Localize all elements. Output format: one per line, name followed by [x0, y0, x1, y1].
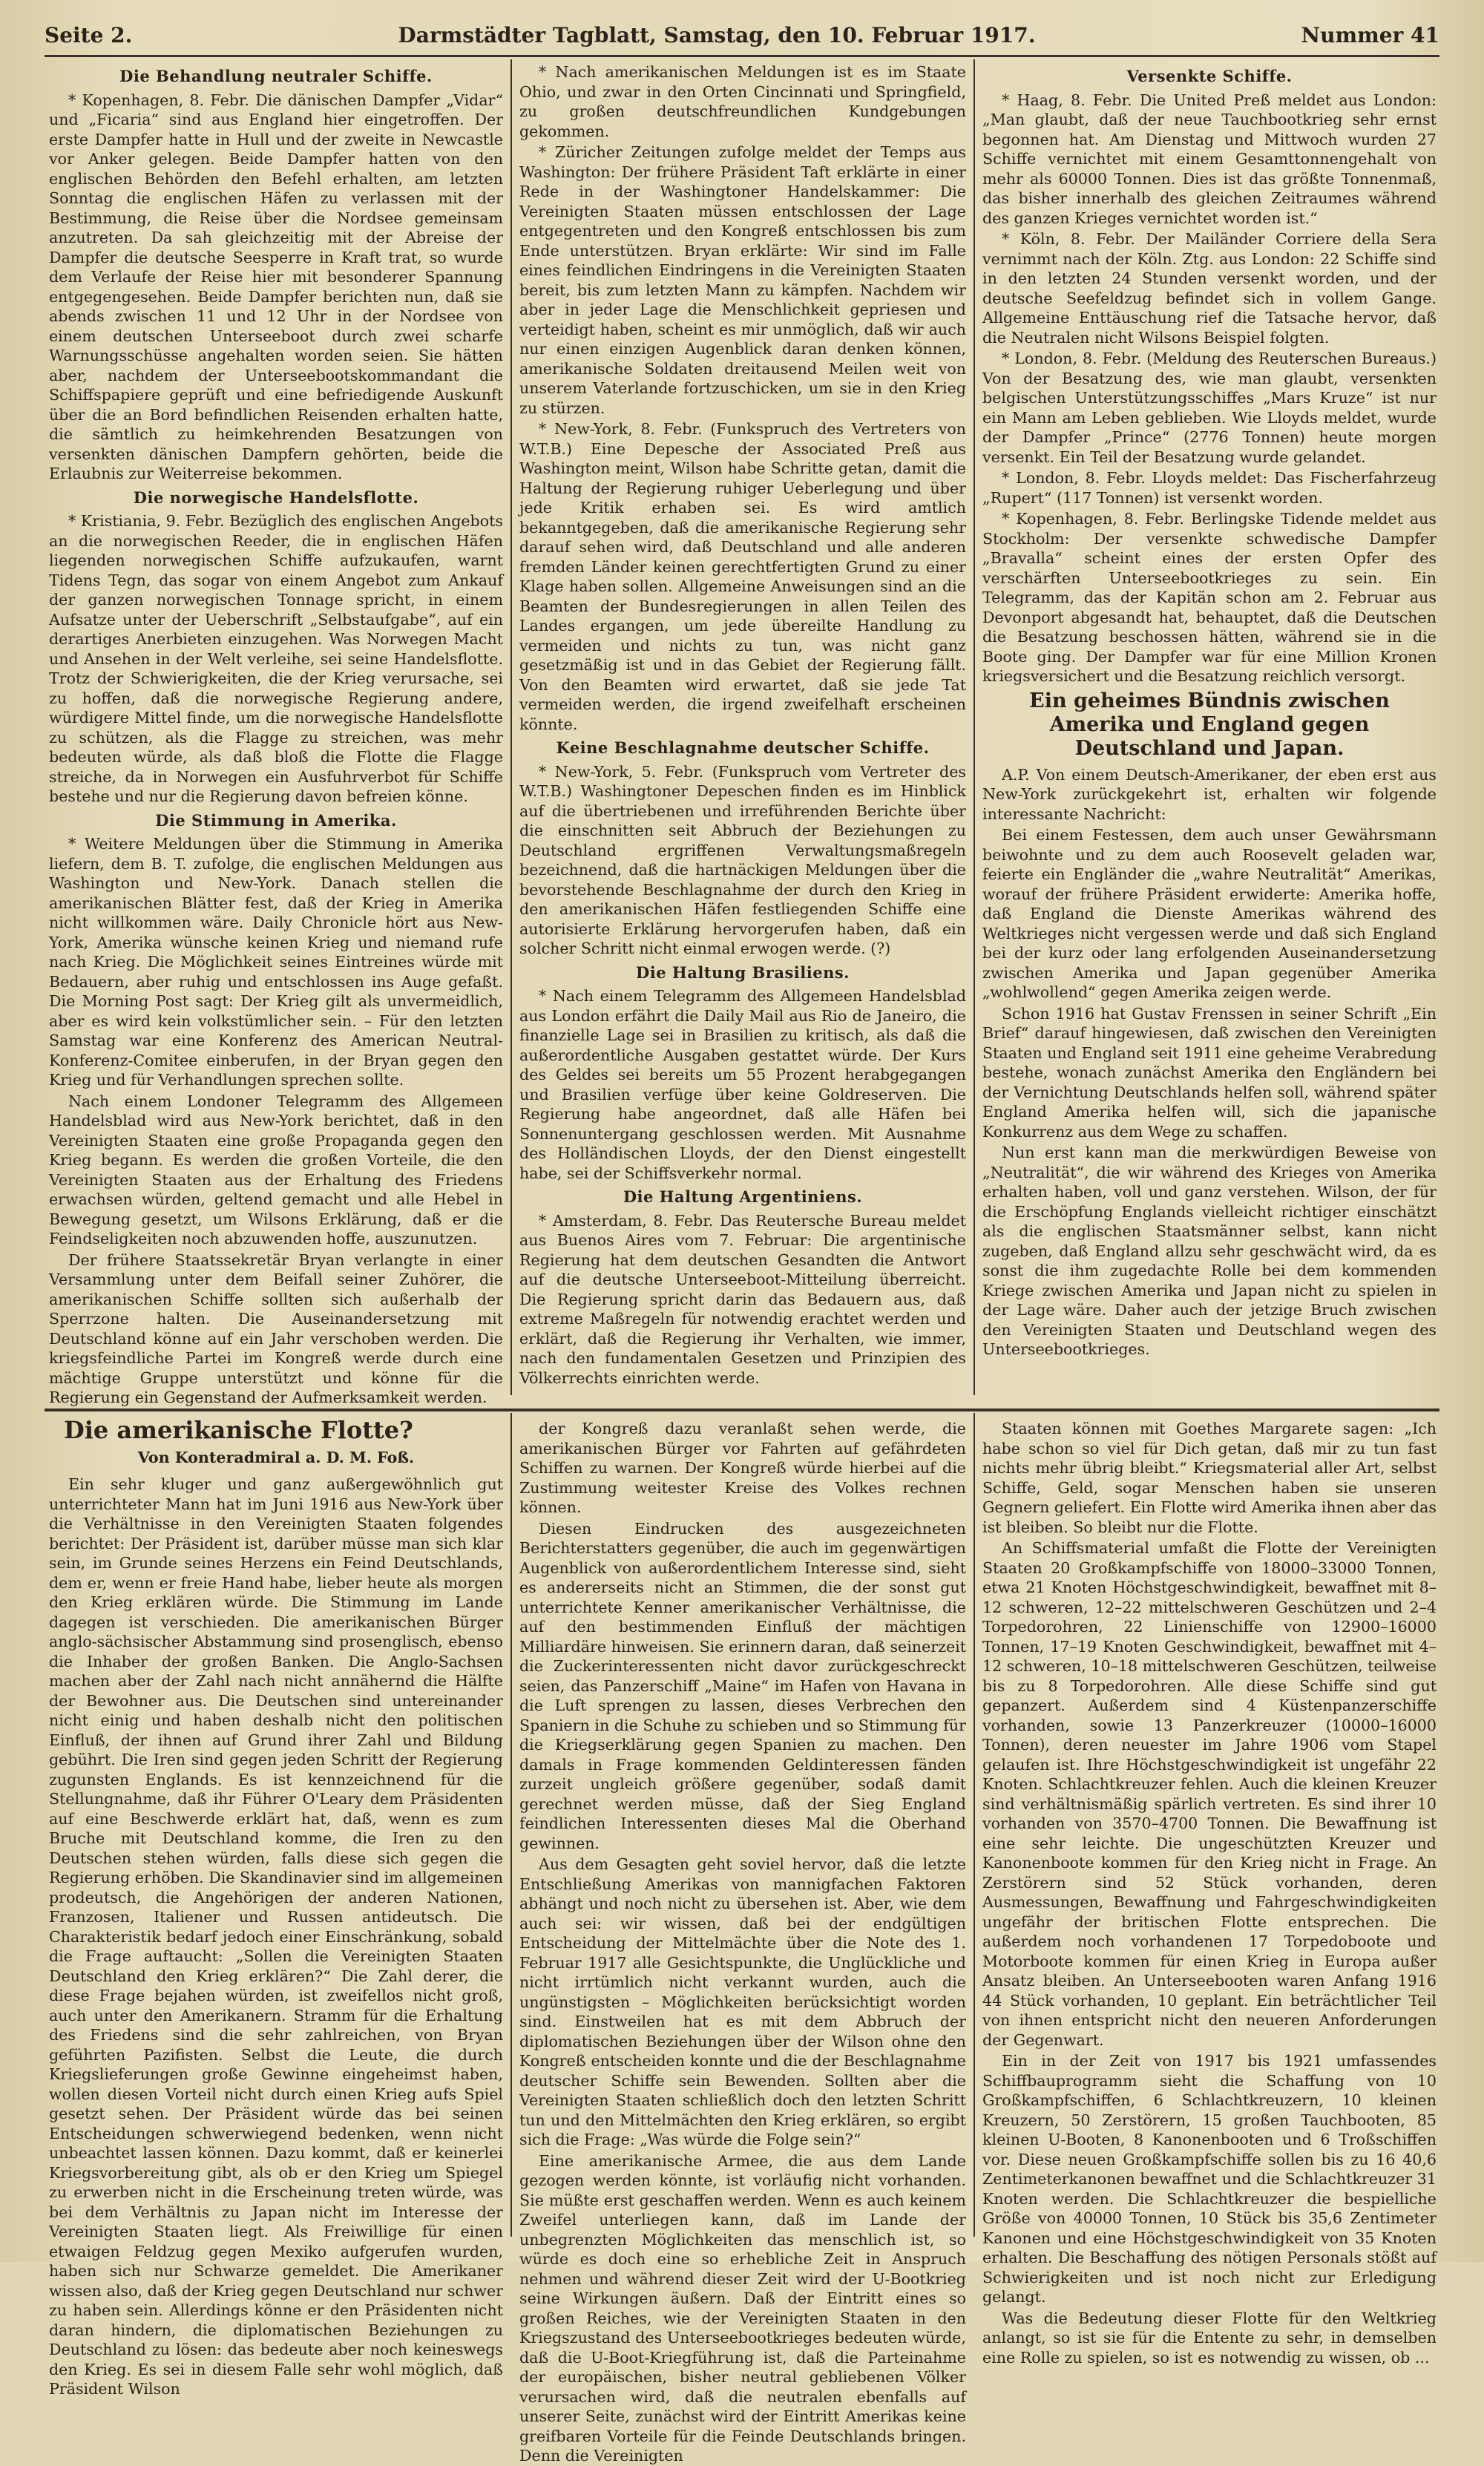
article-koeln: * Köln, 8. Febr. Der Mailänder Corriere della Sera vernimmt nach der Köln. Ztg. aus London: 22 Schiffe sind in den letzten 24 Stunden versenkt worden, und der deutsche Seefeldzug befindet sich in vollem Gange. Allgemeine Enttäuschung rief die Tatsache hervor, daß die Neutralen nicht Wilsons Beispiel folgten.: [982, 230, 1437, 347]
article-london-2: * London, 8. Febr. Lloyds meldet: Das Fischerfahrzeug „Rupert“ (117 Tonnen) ist versenkt worden.: [982, 469, 1437, 507]
article-taft: * Züricher Zeitungen zufolge meldet der Temps aus Washington: Der frühere Präsident Taft erklärte in einer Rede in der Washingtoner Handelskammer: Die Vereinigten Staaten müssen entschlossen der Lage entgegentreten und den Kongreß entschlossen bis zum Ende unterstützen. Bryan erklärte: Wir sind im Falle eines feindlichen Eindringens in die Vereinigten Staaten bereit, bis zum letzten Mann zu kämpfen. Nachdem wir aber in jeder Lage die Menschlichkeit gepriesen und verteidigt haben, scheint es mir unmöglich, daß wir auch nur einen einzigen Augenblick daran denken können, amerikanische Soldaten dreitausend Meilen weit von unserem Vaterlande fortzuschicken, um sie in den Krieg zu stürzen.: [519, 143, 966, 417]
article-secret-alliance-1: A.P. Von einem Deutsch-Amerikaner, der eben erst aus New-York zurückgekehrt ist, erhalten wir folgende interessante Nachricht:: [982, 765, 1437, 823]
header-rule: [45, 55, 1439, 57]
lower-column-3: [982, 1419, 1437, 2367]
column-1: [49, 62, 503, 1406]
heading-sunk-ships: Versenkte Schiffe.: [1126, 67, 1293, 85]
heading-neutral-ships: Die Behandlung neutraler Schiffe.: [119, 67, 433, 85]
article-mood-america-3: Der frühere Staatssekretär Bryan verlangte in einer Versammlung unter dem Beifall seiner Zuhörer, die amerikanischen Schiffe sollten sich außerhalb der Sperrzone halten. Die Auseinandersetzung mit Deutschland könne auf ein Jahr verschoben werden. Die kriegsfeindliche Partei im Kongreß werde durch eine mächtige Gruppe unterstützt und könne für die Regierung ein Gegenstand der Aufmerksamkeit werden.: [49, 1250, 503, 1406]
article-london-1: * London, 8. Febr. (Meldung des Reuterschen Bureaus.) Von der Besatzung des, wie man glaubt, versenkten belgischen Unterstützungsschiffes „Mars Kruze“ ist nur ein Mann am Leben geblieben. Wie Lloyds meldet, wurde der Dampfer „Prince“ (2776 Tonnen) heute morgen versenkt. Ein Teil der Besatzung wurde gelandet.: [982, 350, 1437, 466]
article-secret-alliance-3: Schon 1916 hat Gustav Frenssen in seiner Schrift „Ein Brief“ darauf hingewiesen, daß zwischen den Vereinigten Staaten und England seit 1911 eine geheime Verabredung bestehe, wonach zunächst Amerika den Engländern bei der Vernichtung Deutschlands helfen soll, während später England Amerika helfen will, sich die japanische Konkurrenz aus dem Wege zu schaffen.: [982, 1004, 1437, 1141]
issue-number: Nummer 41: [1301, 22, 1439, 47]
article-title-fleet: Die amerikanische Flotte?: [64, 1416, 413, 1444]
heading-norwegian-fleet: Die norwegische Handelsflotte.: [133, 488, 419, 507]
heading-mood-america: Die Stimmung in Amerika.: [155, 810, 397, 830]
article-secret-alliance-4: Nun erst kann man die merkwürdigen Beweise von „Neutralität“, die wir während des Krieges von Amerika erhalten haben, voll und ganz verstehen. Wilson, der für die Erschöpfung Englands vielleicht richtiger einschätzt als die englischen Staatsmänner selbst, kann nicht zugeben, daß England allzu sehr geschwächt wird, da es sonst die ihm zugedachte Rolle bei dem kommenden Kriege zwischen Amerika und Japan nicht zu spielen in der Lage wäre. Daher auch der jetzige Bruch zwischen den Vereinigten Staaten und Deutschland wegen des Unterseebootkrieges.: [982, 1144, 1437, 1358]
article-byline: Von Konteradmiral a. D. M. Foß.: [137, 1448, 415, 1466]
newspaper-title-date: Darmstädter Tagblatt, Samstag, den 10. Februar 1917.: [398, 22, 1036, 47]
lower-column-1: [49, 1416, 503, 2398]
column-divider: [510, 59, 512, 1395]
article-mood-america-2: Nach einem Londoner Telegramm des Allgemeen Handelsblad wird aus New-York berichtet, daß in den Vereinigten Staaten eine große Propaganda gegen den Krieg begann. Es werden die großen Vorteile, die den Vereinigten Staaten aus der Erhaltung des Friedens erwachsen würden, geltend gemacht und alle Hebel in Bewegung gesetzt, um Wilsons Erklärung, daß er die Feindseligkeiten noch abzuwenden hoffe, auszunutzen.: [49, 1092, 503, 1247]
heading-no-seizure: Keine Beschlagnahme deutscher Schiffe.: [556, 738, 930, 757]
article-new-york: * New-York, 8. Febr. (Funkspruch des Vertreters von W.T.B.) Eine Depesche der Associated Preß aus Washington meint, Wilson habe Schritte getan, damit die Haltung der Regierung ruhiger Ueberlegung und über jede Kritik erhaben sei. Es wird amtlich bekanntgegeben, daß die amerikanische Regierung sehr darauf sehen wird, daß Deutschland und alle anderen fremden Länder keinen gerechtfertigten Grund zu einer Klage haben sollen. Allgemeine Anweisungen sind an die Beamten der Bundesregierungen in allen Teilen des Landes ergangen, um jede übereilte Handlung zu vermeiden und nichts zu tun, was nicht ganz gesetzmäßig ist und in das Gebiet der Regierung fällt. Von den Beamten wird erwartet, daß sie jede Tat vermeiden werden, die irgend zweifelhaft erscheinen könnte.: [519, 420, 966, 733]
column-3: [982, 62, 1437, 1398]
article-fleet-part-3: Diesen Eindrucken des ausgezeichneten Berichterstatters gegenüber, die auch im gegenwärtigen Augenblick von außerordentlichem Interesse sind, sieht es andererseits nicht an Stimmen, die der sonst gut unterrichtete Kenner amerikanischer Verhältnisse, die auf den bestimmenden Einfluß der mächtigen Milliardäre hinweisen. Sie erinnern daran, daß seinerzeit die Zuckerinteressenten nicht davor zurückgeschreckt seien, das Panzerschiff „Maine“ im Hafen von Havana in die Luft sprengen zu lassen, dieses Verbrechen den Spaniern in die Schuhe zu schieben und so Stimmung für die Kriegserklärung gegen Spanien zu machen. Den damals in Frage kommenden Geldinteressen fänden zurzeit ungleich größere gegenüber, sodaß damit gerechnet werden müsse, daß der Sieg England feindlichen Interessenten dieses Mal die Oberhand gewinnen.: [519, 1519, 966, 1852]
article-norwegian-fleet: * Kristiania, 9. Febr. Bezüglich des englischen Angebots an die norwegischen Reeder, die in englischen Häfen liegenden norwegischen Schiffe aufzukaufen, warnt Tidens Tegn, das sogar von einem Angebot zum Ankauf der ganzen norwegischen Tonnage spricht, in einem Aufsatze unter der Ueberschrift „Selbstaufgabe“, auf ein derartiges Anerbieten einzugehen. Was Norwegen Macht und Ansehen in der Welt verleihe, sei seine Handelsflotte. Trotz der Schwierigkeiten, die der Krieg verursache, sei zu hoffen, daß die norwegische Regierung andere, würdigere Mittel finde, um die norwegische Handelsflotte zu schützen, als die Flagge zu streichen, was mehr bedeuten würde, als daß bloß die Flotte die Flagge streiche, da in Norwegen ein Ausfuhrverbot für Schiffe bestehe und nur die Regierung davon befreien könne.: [49, 512, 503, 805]
article-fleet-part-9: Was die Bedeutung dieser Flotte für den Weltkrieg anlangt, so ist sie für die Entente zu sehr, in demselben eine Rolle zu spielen, so ist es notwendig zu wissen, ob ...: [982, 2309, 1437, 2367]
article-fleet-part-2: der Kongreß dazu veranlaßt sehen werde, die amerikanischen Bürger vor Fahrten auf gefährdeten Schiffen zu warnen. Der Kongreß würde hierbei auf die Zustimmung weitester Kreise des Volkes rechnen können.: [519, 1420, 966, 1516]
column-divider: [974, 1413, 975, 2237]
article-brazil: * Nach einem Telegramm des Allgemeen Handelsblad aus London erfährt die Daily Mail aus Rio de Janeiro, die finanzielle Lage sei in Brasilien zu kritisch, als daß die außerordentliche Ausgaben gestattet würde. Der Kurs des Geldes sei bereits um 55 Prozent herabgegangen und Brasilien verfüge über keine Goldreserven. Die Regierung habe angeordnet, daß alle Häfen bei Sonnenuntergang geschlossen werden. Mit Ausnahme des Holländischen Lloyds, der den Dienst eingestellt habe, sei der Schiffsverkehr normal.: [519, 987, 966, 1182]
masthead: [45, 16, 1439, 53]
article-fleet-part-4: Aus dem Gesagten geht soviel hervor, daß die letzte Entschließung Amerikas von mannigfachen Faktoren abhängt und noch nicht zu übersehen ist. Aber, wie dem auch sei: wir wissen, daß bei der endgültigen Entscheidung der Mittelmächte über die Note des 1. Februar 1917 alle Gesichtspunkte, die Unglückliche und nicht irrtümlich nicht verkannt wurden, auch die ungünstigsten – Möglichkeiten berücksichtigt worden sind. Einstweilen hat es mit dem Abbruch der diplomatischen Beziehungen über der Wilson ohne den Kongreß entscheiden konnte und die der Beschlagnahme deutscher Schiffe sein Bewenden. Sollten aber die Vereinigten Staaten schließlich doch den letzten Schritt tun und den Mittelmächten den Krieg erklären, so ergibt sich die Frage: „Was würde die Folge sein?“: [519, 1855, 966, 2148]
article-fleet-part-6: Staaten können mit Goethes Margarete sagen: „Ich habe schon so viel für Dich getan, daß mir zu tun fast nichts mehr übrig bleibt.“ Kriegsmaterial aller Art, selbst Schiffe, Geld, sogar Menschen haben sie unseren Gegnern geliefert. Ein Flotte wird Amerika ihnen aber das ist bleiben. So bleibt nur die Flotte.: [982, 1420, 1437, 1536]
article-fleet-part-5: Eine amerikanische Armee, die aus dem Lande gezogen werden könnte, ist vorläufig nicht vorhanden. Sie müßte erst geschaffen werden. Wenn es auch keinem Zweifel unterliegen kann, daß im Lande der unbegrenzten Möglichkeiten das menschlich ist, so würde es doch eine so erhebliche Zeit in Anspruch nehmen und während dieser Zeit wird der U-Bootkrieg seine Wirkungen äußern. Daß der Eintritt eines so großen Reiches, wie der Vereinigten Staaten in den Kriegszustand des Unterseebootkrieges bedeuten würde, daß die U-Boot-Kriegführung ist, daß die Parteinahme der europäischen, bisher neutral gebliebenen Völker verursachen wird, daß die neutralen ebenfalls auf unserer Seite, zunächst wird der Eintritt Amerikas keine greifbaren Vorteile für die Feinde Deutschlands bringen. Denn die Vereinigten: [519, 2151, 966, 2465]
column-2: [519, 62, 966, 1398]
article-fleet-part-7: An Schiffsmaterial umfaßt die Flotte der Vereinigten Staaten 20 Großkampfschiffe von 18000–33000 Tonnen, etwa 21 Knoten Höchstgeschwindigkeit, bewaffnet mit 8–12 schweren, 12–22 mittelschweren Geschützen und 2–4 Torpedorohren, 22 Linienschiffe von 12900–16000 Tonnen, 17–19 Knoten Geschwindigkeit, bewaffnet mit 4–12 schweren, 10–18 mittelschweren Geschützen, teilweise bis zu 8 Torpedorohren. Alle diese Schiffe sind gut gepanzert. Außerdem sind 4 Küstenpanzerschiffe vorhanden, sowie 13 Panzerkreuzer (10000–16000 Tonnen), deren neuester im Jahre 1906 vom Stapel gelaufen ist. Ihre Höchstgeschwindigkeit ist ungefähr 22 Knoten. Schlachtkreuzer fehlen. Auch die kleinen Kreuzer sind verhältnismäßig spärlich vertreten. Es sind ihrer 10 vorhanden von 3570–4700 Tonnen. Die Bewaffnung ist eine sehr leichte. Die ungeschützten Kreuzer und Kanonenboote kommen für den Krieg nicht in Frage. An Zerstörern sind 52 Stück vorhanden, deren Ausmessungen, Bewaffnung und Fahrgeschwindigkeiten ungefähr der britischen Flotte entsprechen. Die außerdem noch vorhandenen 17 Torpedoboote und Motorboote kommen für einen Krieg in Europa außer Ansatz bleiben. An Unterseebooten waren Anfang 1916 44 Stück vorhanden, 10 geplant. Ein beträchtlicher Teil von ihnen entspricht nicht den neueren Anforderungen der Gegenwart.: [982, 1539, 1437, 2049]
article-mood-america-1: * Weitere Meldungen über die Stimmung in Amerika liefern, dem B. T. zufolge, die englischen Meldungen aus Washington und New-York. Danach stellen die amerikanischen Blätter fest, daß der Krieg in Amerika nicht willkommen wäre. Daily Chronicle hört aus New-York, Amerika wünsche keinen Krieg und niemand rufe nach Krieg. Die Möglichkeit seines Eintreines würde mit Bedauern, aber ruhig und entschlossen ins Auge gefaßt. Die Morning Post sagt: Der Krieg gilt als unvermeidlich, aber es wird kein volkstümlicher sein. – Für den letzten Samstag war eine Konferenz des American Neutral-Konferenz-Comitee einberufen, in der Bryan gegen den Krieg und für Verhandlungen sprechen sollte.: [49, 835, 503, 1089]
column-divider: [510, 1413, 512, 2237]
section-rule: [45, 1409, 1439, 1411]
article-haag: * Haag, 8. Febr. Die United Preß meldet aus London: „Man glaubt, daß der neue Tauchbootkrieg sehr ernst begonnen hat. Am Dienstag und Mittwoch wurden 27 Schiffe vernichtet mit einem Gesamttonnengehalt von mehr als 60000 Tonnen. Dies ist das größte Tonnenmaß, das bisher innerhalb des gleichen Zeitraumes während des ganzen Krieges vernichtet worden ist.“: [982, 91, 1437, 227]
article-kopenhagen: * Kopenhagen, 8. Febr. Berlingske Tidende meldet aus Stockholm: Der versenkte schwedische Dampfer „Bravalla“ scheint eines der ersten Opfer des verschärften Unterseebootkrieges zu sein. Ein Telegramm, das der Kapitän schon am 2. Februar aus Devonport abgesandt hat, behauptet, daß die Deutschen die Besatzung beschossen hätten, während sie in die Boote ging. Der Dampfer war für eine Million Kronen kriegsversichert und die Besatzung reichlich versorgt.: [982, 510, 1437, 685]
heading-secret-alliance: Ein geheimes Bündnis zwischen Amerika und England gegen Deutschland und Japan.: [1029, 689, 1390, 760]
article-argentina: * Amsterdam, 8. Febr. Das Reutersche Bureau meldet aus Buenos Aires vom 7. Februar: Die argentinische Regierung hat dem deutschen Gesandten die Antwort auf die deutsche Unterseeboot-Mitteilung überreicht. Die Regierung spricht darin das Bedauern aus, daß extreme Maßregeln für notwendig erachtet werden und erklärt, daß die Regierung ihr Verhalten, wie immer, nach den fundamentalen Gesetzen und Prinzipien des Völkerrechts einrichten werde.: [519, 1211, 966, 1387]
page-number: Seite 2.: [45, 22, 133, 47]
article-secret-alliance-2: Bei einem Festessen, dem auch unser Gewährsmann beiwohnte und zu dem auch Roosevelt geladen war, feierte ein Engländer die „wahre Neutralität“ Amerikas, worauf der frühere Präsident erwiderte: Amerika hoffe, daß England die Dienste Amerikas während des Weltkrieges nicht vergessen werde und daß sich England bei der kurz oder lang erfolgenden Auseinandersetzung zwischen Amerika und Japan gegenüber Amerika „wohlwollend“ gegen Amerika zeigen werde.: [982, 826, 1437, 1001]
article-fleet-part-8: Ein in der Zeit von 1917 bis 1921 umfassendes Schiffbauprogramm sieht die Schaffung von 10 Großkampfschiffen, 6 Schlachtkreuzern, 10 kleinen Kreuzern, 50 Zerstörern, 15 großen Tauchbooten, 85 kleinen U-Booten, 8 Kanonenbooten und 6 Troßschiffen vor. Diese neuen Großkampfschiffe sollen bis zu 16 40,6 Zentimeterkanonen bewaffnet und die Schlachtkreuzer 31 Knoten werden. Die Schlachtkreuzer die bespielliche Größe von 40000 Tonnen, 10 Stück bis 35,6 Zentimeter Kanonen und eine Höchstgeschwindigkeit von 35 Knoten erhalten. Die Beschaffung des nötigen Personals stößt auf Schwierigkeiten und ist noch nicht zur Erledigung gelangt.: [982, 2052, 1437, 2306]
article-neutral-ships: * Kopenhagen, 8. Febr. Die dänischen Dampfer „Vidar“ und „Ficaria“ sind aus England hier eingetroffen. Der erste Dampfer hatte in Hull und der zweite in Newcastle vor Anker gelegen. Beide Dampfer hatten von den englischen Behörden den Befehl erhalten, am letzten Sonntag die englischen Häfen zu verlassen mit der Bestimmung, die Reise über die Nordsee gemeinsam anzutreten. Da sah gleichzeitig mit der Abreise der Dampfer die deutsche Seesperre in Kraft trat, so wurde dem Verlaufe der Reise hier mit besonderer Spannung entgegengesehen. Beide Dampfer berichten nun, daß sie abends zwischen 11 und 12 Uhr in der Nordsee von einem deutschen Unterseeboot durch zwei scharfe Warnungsschüsse angehalten worden seien. Sie hätten aber, nachdem der Unterseebootskommandant die Schiffspapiere geprüft und eine befriedigende Auskunft über die an Bord befindlichen Reisenden erhalten hatte, die sämtlich zu heimkehrenden Besatzungen von versenkten dänischen Dampfern gehörten, beide die Erlaubnis zur Weiterreise bekommen.: [49, 91, 503, 482]
article-fleet-part-1: Ein sehr kluger und ganz außergewöhnlich gut unterrichteter Mann hat im Juni 1916 aus New-York über die Verhältnisse in den Vereinigten Staaten folgendes berichtet: Der Präsident ist, darüber müsse man sich klar sein, im Grunde seines Herzens ein Feind Deutschlands, dem er, wenn er freie Hand habe, lieber heute als morgen den Krieg erklären würde. Die Stimmung im Lande dagegen ist verschieden. Die amerikanischen Bürger anglo-sächsischer Abstammung sind prosenglisch, ebenso die Inhaber der großen Banken. Die Anglo-Sachsen machen aber der Zahl nach nicht annähernd die Hälfte der Bewohner aus. Die Deutschen sind untereinander nicht einig und haben deshalb nicht den politischen Einfluß, der ihnen auf Grund ihrer Zahl und Bildung gebührt. Die Iren sind gegen jeden Schritt der Regierung zugunsten Englands. Es ist kennzeichnend für die Stellungnahme, daß ihr Führer O'Leary dem Präsidenten auf eine Beschwerde erklärt hat, daß, wenn es zum Bruche mit Deutschland komme, die Iren zu den Deutschen stehen würden, falls diese sich gegen die Regierung erhöben. Die Skandinavier sind im allgemeinen prodeutsch, die Angehörigen der anderen Nationen, Franzosen, Italiener und Russen antideutsch. Die Charakteristik bedarf jedoch einer Einschränkung, sobald die Frage auftaucht: „Sollen die Vereinigten Staaten Deutschland den Krieg erklären?“ Die Zahl derer, die diese Frage bejahen würden, ist zweifellos nicht groß, auch unter den Amerikanern. Stramm für die Erhaltung des Friedens sind die sehr zahlreichen, von Bryan geführten Pazifisten. Selbst die Leute, die durch Kriegslieferungen große Gewinne eingeheimst haben, wollen diesen Vorteil nicht durch einen Krieg aufs Spiel gesetzt sehen. Der Präsident würde das bei seinen Entscheidungen schwerwiegend bedenken, wenn nicht unbeachtet lassen können. Dazu kommt, daß er keinerlei Kriegsvorbereitung gibt, als ob er den Krieg um Spiegel zu erwerben nicht in die Erscheinung treten würde, was bei dem Verhältnis zu Japan nicht im Interesse der Vereinigten Staaten liegt. Als Freiwillige für einen etwaigen Feldzug gegen Mexiko aufgerufen wurden, haben sich nur Schwarze gemeldet. Die Amerikaner wissen also, daß der Krieg gegen Deutschland nur schwer zu haben sein. Allerdings könne er den Präsidenten nicht daran hindern, die diplomatischen Beziehungen zu Deutschland zu lösen: das bedeute aber noch keineswegs den Krieg. Es sei in diesem Falle sehr wohl möglich, daß Präsident Wilson: [49, 1475, 503, 2398]
heading-brazil: Die Haltung Brasiliens.: [636, 963, 850, 982]
article-ohio: * Nach amerikanischen Meldungen ist es im Staate Ohio, und zwar in den Orten Cincinnati und Springfield, zu großen deutschfreundlichen Kundgebungen gekommen.: [519, 63, 966, 140]
lower-column-2: [519, 1419, 966, 2465]
article-no-seizure: * New-York, 5. Febr. (Funkspruch vom Vertreter des W.T.B.) Washingtoner Depeschen finden es im Hinblick auf die übertriebenen und irreführenden Berichte über die einschnitten seit Abbruch der Beziehungen zu Deutschland ergriffenen Verwaltungsmaßregeln bezeichnend, daß die hartnäckigen Meldungen über die bevorstehende Beschlagnahme der durch den Krieg in den amerikanischen Häfen festliegenden Schiffe eine autorisierte Erklärung hervorgerufen haben, daß ein solcher Schritt nicht einmal erwogen werde. (?): [519, 762, 966, 957]
heading-argentina: Die Haltung Argentiniens.: [623, 1187, 863, 1206]
column-divider: [974, 59, 975, 1395]
